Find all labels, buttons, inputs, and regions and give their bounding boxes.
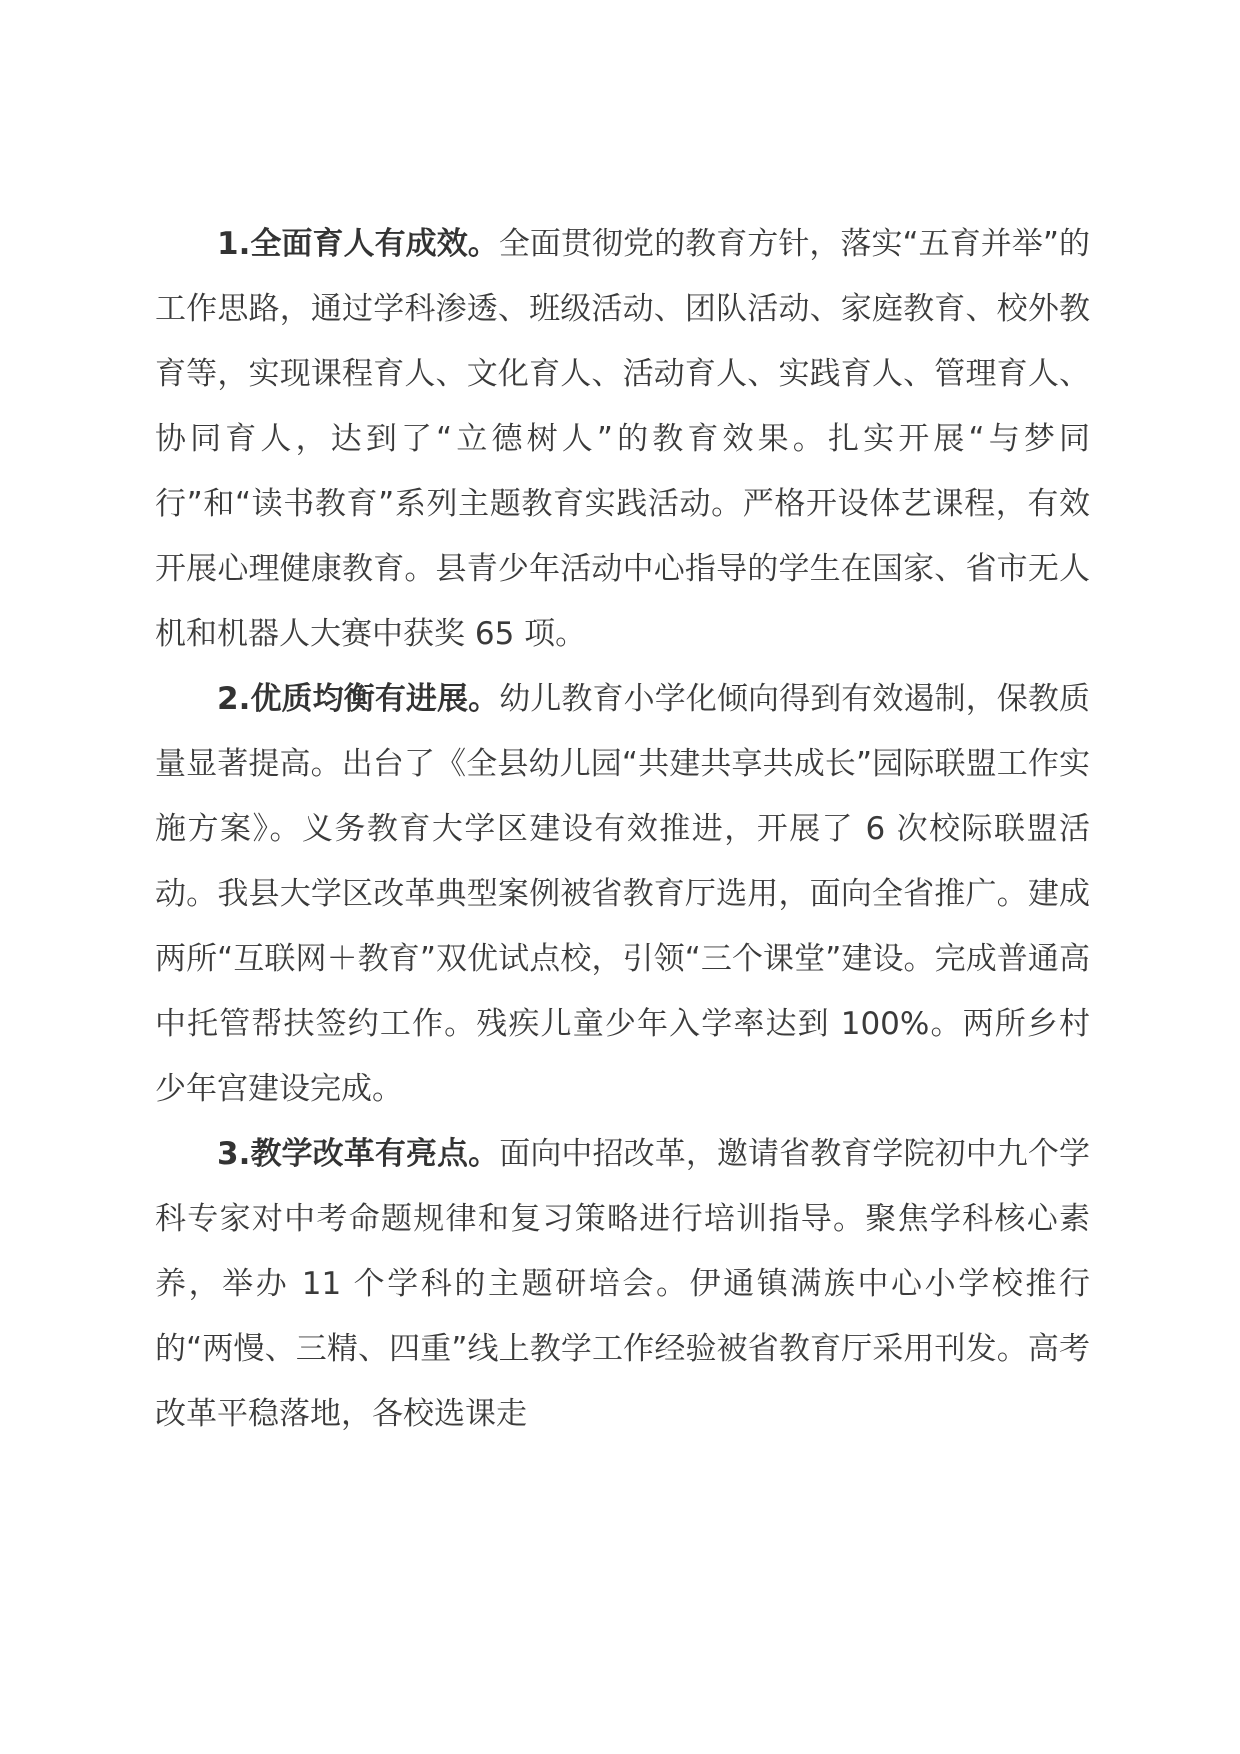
paragraph-1 — [155, 212, 1090, 667]
paragraph-1-text: 全面贯彻党的教育方针，落实“五育并举”的工作思路，通过学科渗透、班级活动、团队活动、家庭教育、校外教育等，实现课程育人、文化育人、活动育人、实践育人、管理育人、协同育人，达到了“立德树人”的教育效果。扎实开展“与梦同行”和“读书教育”系列主题教育实践活动。严格开设体艺课程，有效开展心理健康教育。县青少年活动中心指导的学生在国家、省市无人机和机器人大赛中获奖 65 项。 — [155, 226, 1090, 652]
paragraph-3-heading: 3.教学改革有亮点。 — [217, 1136, 500, 1172]
paragraph-3 — [155, 1122, 1090, 1447]
paragraph-3-text: 面向中招改革，邀请省教育学院初中九个学科专家对中考命题规律和复习策略进行培训指导。聚焦学科核心素养，举办 11 个学科的主题研培会。伊通镇满族中心小学校推行的“两慢、三精、四重”线上教学工作经验被省教育厅采用刊发。高考改革平稳落地，各校选课走 — [155, 1136, 1090, 1432]
paragraph-1-heading: 1.全面育人有成效。 — [217, 226, 499, 262]
paragraph-2-heading: 2.优质均衡有进展。 — [217, 681, 500, 717]
document-body — [155, 212, 1090, 1447]
paragraph-2 — [155, 667, 1090, 1122]
paragraph-2-text: 幼儿教育小学化倾向得到有效遏制，保教质量显著提高。出台了《全县幼儿园“共建共享共成长”园际联盟工作实施方案》。义务教育大学区建设有效推进，开展了 6 次校际联盟活动。我县大学区改革典型案例被省教育厅选用，面向全省推广。建成两所“互联网＋教育”双优试点校，引领“三个课堂”建设。完成普通高中托管帮扶签约工作。残疾儿童少年入学率达到 100%。两所乡村少年宫建设完成。 — [155, 681, 1090, 1107]
